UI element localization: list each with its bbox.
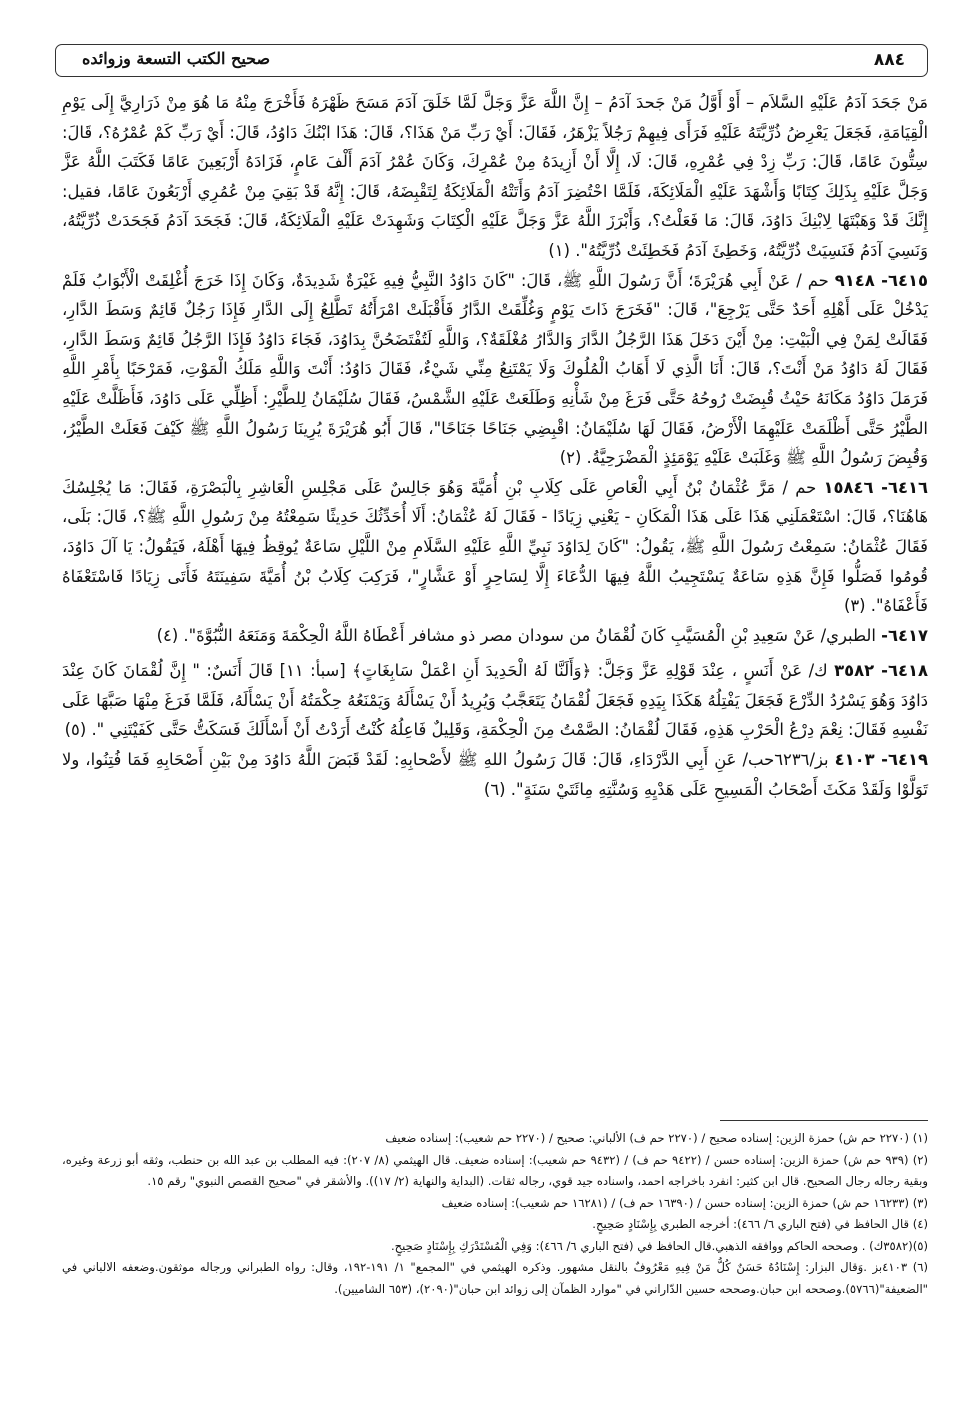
hadith-paragraph	[62, 656, 928, 745]
hadith-number: ٦٤١٥- ٩١٤٨	[834, 270, 928, 290]
footnote-separator	[720, 1120, 928, 1121]
hadith-text: الطبري/ عَنْ سَعِيدِ بْنِ الْمُسَيَّبِ كَانَ لُقْمَانُ من سودان مصر ذو مشافر أَعْطَاهُ اللَّهُ الْحِكْمَةَ وَمَنَعَهُ النُّبُوَّةَ". (٤)	[156, 625, 882, 645]
footnote: (٣) (١٦٢٣٣ حم ش) حمزة الزين: إسناده حسن / (١٦٣٩٠ حم ف) / (١٦٢٨١ حم شعيب): إسناده ضعيف	[441, 1195, 928, 1210]
page-number: ٨٨٤	[873, 50, 905, 70]
hadith-body	[62, 88, 928, 804]
hadith-text: حم / عَنْ أَبِي هُرَيْرَةَ؛ أَنَّ رَسُولَ اللَّهِ ﷺ، قَالَ: "كَانَ دَاوُدُ النَّبِيُّ فِيهِ غَيْرَةٌ شَدِيدَةٌ، وَكَانَ إِذَا خَرَجَ أُغْلِقَتْ الْأَبْوَابُ فَلَمْ يَدْخُلْ عَلَى أَهْلِهِ أَحَدٌ حَتَّى يَرْجِعَ"، قَالَ: "فَخَرَجَ ذَاتَ يَوْمٍ وَغُلِّقَتْ الدَّارُ فَأَقْبَلَتْ امْرَأَتُهُ تَطَّلِعُ إِلَى الدَّارِ فَإِذَا رَجُلٌ قَائِمٌ وَسَطَ الدَّارِ، فَقَالَتْ لِمَنْ فِي الْبَيْتِ: مِنْ أَيْنَ دَخَلَ هَذَا الرَّجُلُ الدَّارَ وَالدَّارُ مُغْلَقَةٌ؟، وَاللَّهِ لَتُفْتَضَحُنَّ بِدَاوُدَ، فَجَاءَ دَاوُدُ فَإِذَا الرَّجُلُ قَائِمٌ وَسَطَ الدَّارِ، فَقَالَ لَهُ دَاوُدُ مَنْ أَنْتَ؟، قَالَ: أَنَا الَّذِي لَا أَهَابُ الْمُلُوكَ وَلَا يَمْتَنِعُ مِنِّي شَيْءٌ، فَقَالَ دَاوُدُ: أَنْتَ وَاللَّهِ مَلَكُ الْمَوْتِ، فَمَرْحَبًا بِأَمْرِ اللَّهِ فَرَمَلَ دَاوُدُ مَكَانَهُ حَيْثُ قُبِضَتْ رُوحُهُ حَتَّى فَرَغَ مِنْ شَأْنِهِ وَطَلَعَتْ عَلَيْهِ الشَّمْسُ، فَقَالَ سُلَيْمَانُ لِلطَّيْرِ: أَظِلِّي عَلَى دَاوُدَ، فَأَظَلَّتْ عَلَيْهِ الطَّيْرُ حَتَّى أَظْلَمَتْ عَلَيْهِمَا الْأَرْضُ، فَقَالَ لَهَا سُلَيْمَانُ: اقْبِضِي جَنَاحًا جَنَاحًا"، قَالَ أَبُو هُرَيْرَةَ يُرِينَا رَسُولُ اللَّهِ ﷺ كَيْفَ فَعَلَتْ الطَّيْرُ، وَقُبِضَ رَسُولُ اللَّهِ ﷺ وَغَلَبَتْ عَلَيْهِ يَوْمَئِذٍ الْمَضْرَحِيَّةُ. (٢)	[62, 270, 928, 468]
hadith-paragraph	[62, 621, 928, 651]
hadith-number: ٦٤١٩- ٤١٠٣	[834, 750, 928, 770]
footnote: (١) (٢٢٧٠ حم ش) حمزة الزين: إسناده صحيح / (٢٢٧٠ حم ف) الألباني: صحيح / (٢٢٧٠ حم شعيب): إسناده ضعيف	[385, 1131, 928, 1145]
hadith-paragraph	[62, 745, 928, 804]
hadith-text: بز/٦٢٣٦حب/ عَنِ أَبِي الدَّرْدَاءِ، قَالَ: قَالَ رَسُولُ اللهِ ﷺ لأَصْحابِهِ: لَقَدْ قَبَضَ اللَّهُ دَاوُدَ مِنْ بَيْنِ أَصْحَابِهِ فَمَا فُتِنُوا، ولا تَوَلَّوْا وَلَقَدْ مَكَثَ أَصْحَابُ الْمَسِيحِ عَلَى هَدْيِهِ وَسُنَّتِهِ مِائَتَيْ سَنَةٍ". (٦)	[62, 750, 928, 799]
hadith-paragraph	[62, 88, 928, 266]
hadith-number: ٦٤١٧-	[881, 625, 928, 645]
hadith-paragraph	[62, 266, 928, 473]
hadith-paragraph	[62, 473, 928, 621]
hadith-text: حم / مَرَّ عُثْمَانُ بْنُ أَبِي الْعَاصِ عَلَى كِلَابِ بْنِ أُمَيَّةَ وَهُوَ جَالِسٌ عَلَى مَجْلِسِ الْعَاشِرِ بِالْبَصْرَةِ، فَقَالَ: مَا يُجْلِسُكَ هَاهُنَا؟، قَالَ: اسْتَعْمَلَنِي هَذَا عَلَى هَذَا الْمَكَانِ - يَعْنِي زِيَادًا - فَقَالَ لَهُ عُثْمَانُ: أَلَا أُحَدِّثُكَ حَدِيثًا سَمِعْتُهُ مِنْ رَسُولِ اللَّهِ ﷺ؟، قَالَ: بَلَى، فَقَالَ عُثْمَانُ: سَمِعْتُ رَسُولَ اللَّهِ ﷺ، يَقُولُ: "كَانَ لِدَاوُدَ نَبِيِّ اللَّهِ عَلَيْهِ السَّلَامِ مِنْ اللَّيْلِ سَاعَةٌ يُوقِظُ فِيهَا أَهْلَهُ، فَيَقُولُ: يَا آلَ دَاوُدَ، قُومُوا فَصَلُّوا فَإِنَّ هَذِهِ سَاعَةٌ يَسْتَجِيبُ اللَّهُ فِيهَا الدُّعَاءَ إِلَّا لِسَاحِرٍ أَوْ عَشَّارٍ"، فَرَكِبَ كِلَابُ بْنُ أُمَيَّةَ سَفِينَتَهُ فَأَتَى زِيَادًا فَاسْتَعْفَاهُ فَأَعْفَاهُ". (٣)	[62, 477, 928, 616]
footnote: (٤) قال الحافظ في (فتح الباري ٦/ ٤٦٦): أخرجه الطبري بِإِسْنَادٍ صَحِيحٍ.	[592, 1217, 928, 1231]
hadith-text: مَنْ جَحَدَ آدَمُ عَلَيْهِ السَّلاَم – أَوْ أَوَّلُ مَنْ جَحدَ آدَمُ – إِنَّ اللَّهَ عَزَّ وَجَلَّ لَمَّا خَلَقَ آدَمَ مَسَحَ ظَهْرَهُ فَأَخْرَجَ مِنْهُ مَا هُوَ مِنْ ذَرَارِيَّ إِلَى يَوْمِ الْقِيَامَةِ، فَجَعَلَ يَعْرِضُ ذُرِّيَّتَهُ عَلَيْهِ فَرَأَى فِيهِمْ رَجُلاً يَزْهَرُ، فَقَالَ: أَيْ رَبِّ مَنْ هَذَا؟، قَالَ: هَذَا ابْنُكَ دَاوُدُ، قَالَ: أَيْ رَبِّ كَمْ عُمْرُهُ؟، قَالَ: سِتُّونَ عَامًا، قَالَ: رَبِّ زِدْ فِي عُمْرِهِ، قَالَ: لَا، إِلَّا أَنْ أَزِيدَهُ مِنْ عُمْرِكَ، وَكَانَ عُمْرُ آدَمَ أَلْفَ عَامٍ، فَزَادَهُ أَرْبَعِينَ عَامًا فَكَتَبَ اللَّهُ عَزَّ وَجَلَّ عَلَيْهِ بِذَلِكَ كِتَابًا وَأَشْهَدَ عَلَيْهِ الْمَلَائِكَةَ، فَلَمَّا احْتُضِرَ آدَمُ وَأَتَتْهُ الْمَلَائِكَةُ لِتَقْبِضَهُ، قَالَ: إِنَّهُ قَدْ بَقِيَ مِنْ عُمُرِي أَرْبَعُونَ عَامًا، فقيل: إِنَّكَ قَدْ وَهَبْتَهَا لِابْنِكَ دَاوُدَ، قَالَ: مَا فَعَلْتُ؟، وَأَبْرَزَ اللَّهُ عَزَّ وَجَلَّ عَلَيْهِ الْكِتَابَ وَشَهِدَتْ عَلَيْهِ الْمَلَائِكَةُ، قَالَ: فَجَحَدَ آدَمُ فَجَحَدَتْ ذُرِّيَّتُهُ، وَنَسِيَ آدَمُ فَنَسِيَتْ ذُرِّيَّتُهُ، وَخَطِئَ آدَمُ فَخَطِئَتْ ذُرِّيَّتُهُ". (١)	[62, 93, 928, 260]
book-title: صحيح الكتب التسعة وزوائده	[82, 49, 271, 68]
footnote: (٦) ٤١٠٣بز .وَقال البزار: إِسْنَادُهُ حَسَنٌ كُلُّ مَنْ فِيهِ مَعْرُوفٌ بالنقل مشهور. وذكره الهيثمي في "المجمع" ١/ ١٩١-١٩٢، وقال: رواه الطبراني ورجاله موثقون.وضعفه الالباني في "الضعيفة"(٥٧٦٦).وصححه ابن حبان.وصححه حسين الدّاراني في "موارد الظمآن إلى زوائد ابن حبان"(٢٠٩٠)، (٦٥٣ الشاميين).	[62, 1260, 928, 1296]
footnotes	[62, 1128, 928, 1300]
hadith-text: ك/ عَنْ أَنَسٍ ، عِنْدَ قَوْلِهِ عَزَّ وَجَلَّ: ﴿وَأَلَنَّا لَهُ الْحَدِيدَ أَنِ اعْمَلْ سَابِغَاتٍ﴾ [سبأ: ١١] قَالَ أَنَسٌ: " إِنَّ لُقْمَانَ كَانَ عِنْدَ دَاوُدَ وَهُوَ يَسْرُدُ الدِّرْعَ فَجَعَلَ يَفْتِلُهُ هَكَذَا بِيَدِهِ فَجَعَلَ لُقْمَانُ يَتَعَجَّبُ وَيُرِيدُ أَنْ يَسْأَلَهُ وَيَمْنَعُهُ حِكْمَتُهُ أَنْ يَسْأَلَهُ، فَلَمَّا فَرَغَ مِنْهَا صَبَّهَا عَلَى نَفْسِهِ فَقَالَ: نِعْمَ دِرْعُ الْحَرْبِ هَذِهِ، فَقَالَ لُقْمَانُ: الصَّمْتُ مِنَ الْحِكْمَةِ، وَقَلِيلٌ فَاعِلُهُ كُنْتُ أَرَدْتُ أَنْ أَسْأَلَكَ فَسَكَتُّ حَتَّى كَفَيْتَنِي ". (٥)	[62, 661, 928, 740]
hadith-number: ٦٤١٦- ١٥٨٤٦	[823, 477, 928, 497]
hadith-number: ٦٤١٨- ٣٥٨٢	[834, 661, 928, 681]
running-header	[55, 44, 928, 77]
footnote: (٢) (٩٣٩ حم ش) حمزة الزين: إسناده حسن / (٩٤٢٢ حم ف) / (٩٤٣٢ حم شعيب): إسناده ضعيف. قال الهيثمي (٨/ ٢٠٧): فيه المطلب بن عبد الله بن حنطب، وثقه أبو زرعة وغيره، وبقية رجاله رجال الصحيح. قال ابن كثير: انفرد باخراجه احمد، واسناده جيد قوي، رجاله ثقات. (البداية والنهاية (٢/ ١٧)). والأشقر في "صحيح القصص النبوي" رقم ١٥.	[62, 1152, 928, 1188]
footnote: (٥)(٣٥٨٢ك) . وصححه الحاكم ووافقه الذهبي.قال الحافظ في (فتح الباري ٦/ ٤٦٦): وَفِي الْمُسْتَدْرَكِ بِإِسْنَادٍ صَحِيحٍ.	[390, 1238, 928, 1253]
